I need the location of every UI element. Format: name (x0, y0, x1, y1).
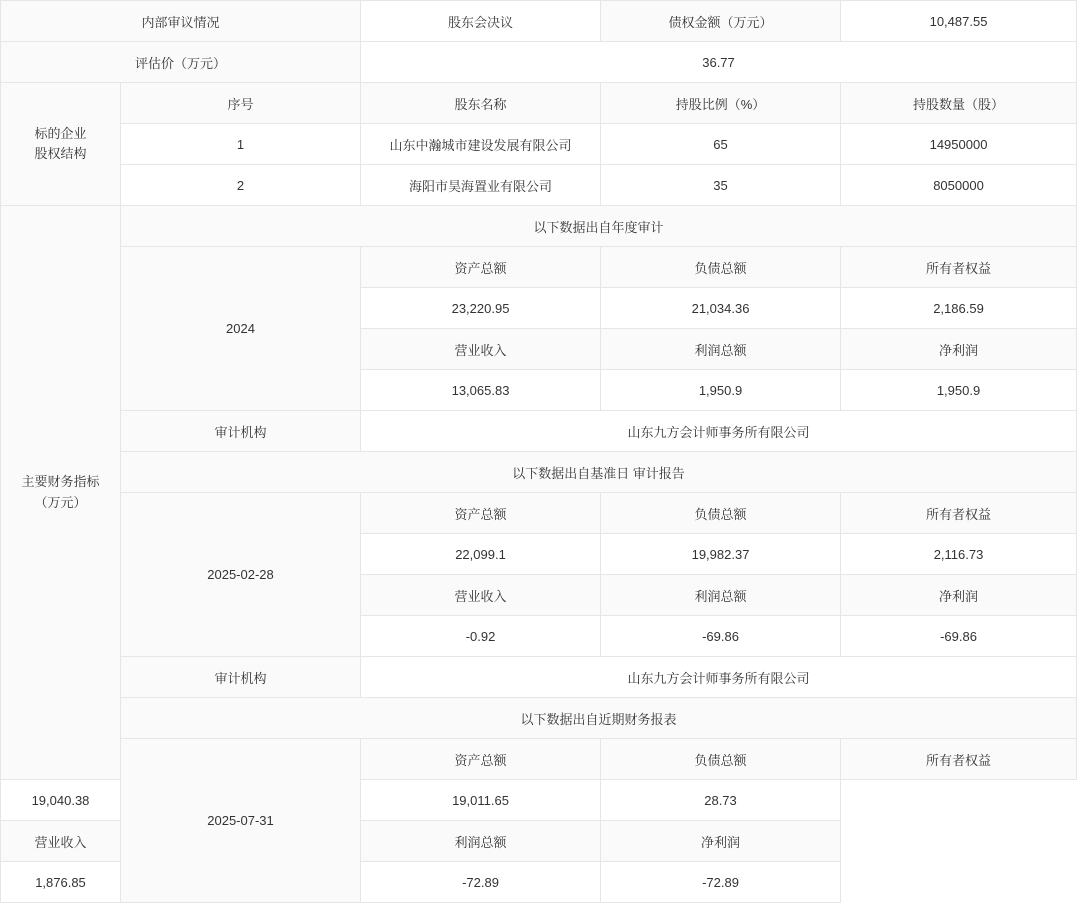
table-row (1, 698, 1077, 739)
claim-amount-label: 债权金额（万元） (601, 1, 841, 42)
table-row (1, 83, 1077, 124)
claim-amount-value: 10,487.55 (841, 1, 1077, 42)
equity-row-name: 海阳市昊海置业有限公司 (361, 165, 601, 206)
financial-indicators-label-line2: （万元） (34, 494, 87, 510)
financial-value-net-profit: -72.89 (601, 862, 841, 903)
financial-header-total-profit: 利润总额 (601, 329, 841, 370)
equity-row-index: 1 (121, 124, 361, 165)
financial-value-net-profit: 1,950.9 (841, 370, 1077, 411)
table-row (1, 165, 1077, 206)
financial-banner-annual: 以下数据出自年度审计 (121, 206, 1077, 247)
internal-review-value: 股东会决议 (361, 1, 601, 42)
financial-header-total-assets: 资产总额 (361, 739, 601, 780)
table-row (1, 739, 1077, 780)
financial-period-2024: 2024 (121, 247, 361, 411)
valuation-value: 36.77 (361, 42, 1077, 83)
equity-header-count: 持股数量（股） (841, 83, 1077, 124)
financial-value-owners-equity: 28.73 (601, 780, 841, 821)
equity-row-ratio: 35 (601, 165, 841, 206)
equity-structure-label-line2: 股权结构 (34, 146, 87, 161)
financial-value-total-assets: 22,099.1 (361, 534, 601, 575)
equity-row-name: 山东中瀚城市建设发展有限公司 (361, 124, 601, 165)
auditor-value-baseline: 山东九方会计师事务所有限公司 (361, 657, 1077, 698)
financial-header-owners-equity: 所有者权益 (841, 739, 1077, 780)
table-row (1, 493, 1077, 534)
financial-value-owners-equity: 2,186.59 (841, 288, 1077, 329)
financial-header-revenue: 营业收入 (361, 575, 601, 616)
financial-header-revenue: 营业收入 (361, 329, 601, 370)
table-row (1, 452, 1077, 493)
financial-value-total-assets: 19,040.38 (1, 780, 121, 821)
financial-indicators-label-line1: 主要财务指标 (21, 474, 100, 490)
equity-row-count: 14950000 (841, 124, 1077, 165)
financial-header-revenue: 营业收入 (1, 821, 121, 862)
equity-header-index: 序号 (121, 83, 361, 124)
financial-header-total-liabilities: 负债总额 (601, 493, 841, 534)
equity-header-ratio: 持股比例（%） (601, 83, 841, 124)
financial-header-owners-equity: 所有者权益 (841, 247, 1077, 288)
financial-header-net-profit: 净利润 (841, 329, 1077, 370)
financial-period-2025-07-31: 2025-07-31 (121, 739, 361, 903)
financial-value-total-profit: -69.86 (601, 616, 841, 657)
financial-header-owners-equity: 所有者权益 (841, 493, 1077, 534)
financial-value-revenue: 13,065.83 (361, 370, 601, 411)
financial-header-total-profit: 利润总额 (601, 575, 841, 616)
financial-value-total-assets: 23,220.95 (361, 288, 601, 329)
financial-header-total-liabilities: 负债总额 (601, 247, 841, 288)
table-row (1, 42, 1077, 83)
table-row (1, 1, 1077, 42)
financial-indicators-label (1, 206, 121, 780)
financial-banner-recent: 以下数据出自近期财务报表 (121, 698, 1077, 739)
table-row (1, 247, 1077, 288)
financial-header-total-assets: 资产总额 (361, 247, 601, 288)
financial-header-net-profit: 净利润 (601, 821, 841, 862)
financial-value-total-profit: -72.89 (361, 862, 601, 903)
equity-structure-label-line1: 标的企业 (34, 125, 87, 141)
financial-header-total-liabilities: 负债总额 (601, 739, 841, 780)
financial-value-revenue: 1,876.85 (1, 862, 121, 903)
financial-header-total-profit: 利润总额 (361, 821, 601, 862)
table-row (1, 411, 1077, 452)
table-row (1, 206, 1077, 247)
financial-value-total-liabilities: 19,011.65 (361, 780, 601, 821)
financial-value-total-liabilities: 21,034.36 (601, 288, 841, 329)
financial-value-owners-equity: 2,116.73 (841, 534, 1077, 575)
equity-header-name: 股东名称 (361, 83, 601, 124)
financial-value-net-profit: -69.86 (841, 616, 1077, 657)
internal-review-label: 内部审议情况 (1, 1, 361, 42)
equity-row-count: 8050000 (841, 165, 1077, 206)
financial-banner-baseline: 以下数据出自基准日 审计报告 (121, 452, 1077, 493)
table-row (1, 124, 1077, 165)
equity-structure-label (1, 83, 121, 206)
auditor-label-baseline: 审计机构 (121, 657, 361, 698)
financial-value-revenue: -0.92 (361, 616, 601, 657)
table-row (1, 657, 1077, 698)
financial-period-2025-02-28: 2025-02-28 (121, 493, 361, 657)
equity-row-index: 2 (121, 165, 361, 206)
valuation-label: 评估价（万元） (1, 42, 361, 83)
financial-header-total-assets: 资产总额 (361, 493, 601, 534)
auditor-label-2024: 审计机构 (121, 411, 361, 452)
financial-value-total-profit: 1,950.9 (601, 370, 841, 411)
financial-header-net-profit: 净利润 (841, 575, 1077, 616)
equity-row-ratio: 65 (601, 124, 841, 165)
financial-value-total-liabilities: 19,982.37 (601, 534, 841, 575)
auditor-value-2024: 山东九方会计师事务所有限公司 (361, 411, 1077, 452)
